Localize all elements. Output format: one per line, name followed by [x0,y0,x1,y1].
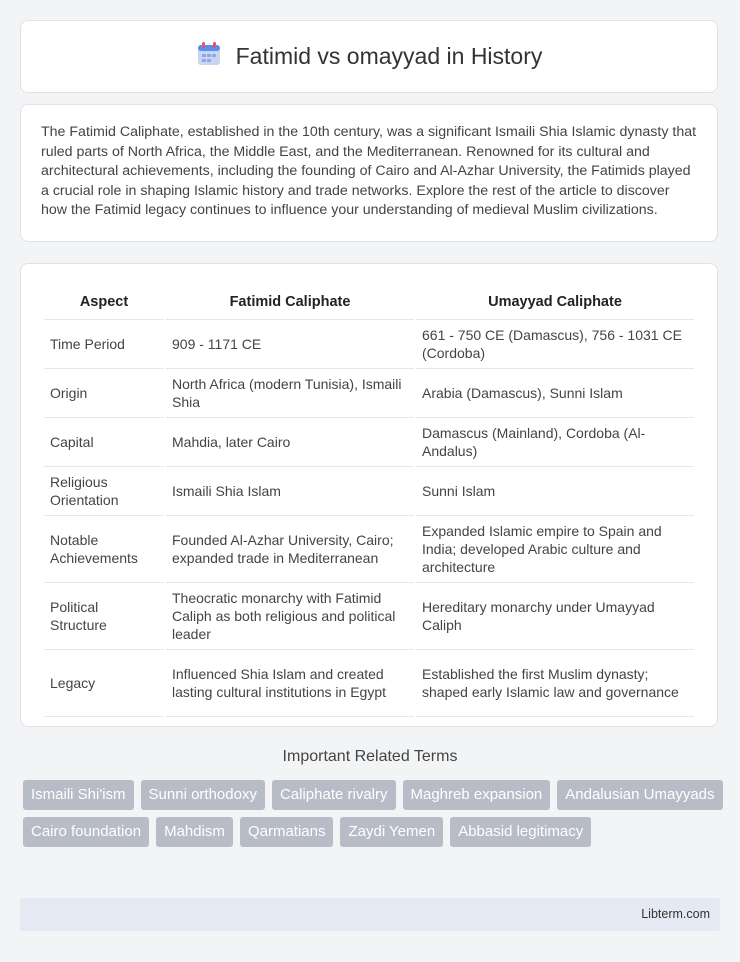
tag-andalusian-umayyads[interactable]: Andalusian Umayyads [557,780,722,810]
footer [20,898,720,931]
table-cell: Religious Orientation [44,467,164,516]
table-cell: Theocratic monarchy with Fatimid Caliph as both religious and political leader [166,583,414,650]
table-cell: Origin [44,369,164,418]
table-cell: Arabia (Damascus), Sunni Islam [416,369,694,418]
table-cell: Expanded Islamic empire to Spain and India; developed Arabic culture and architecture [416,516,694,583]
tag-qarmatians[interactable]: Qarmatians [240,817,334,847]
tag-cairo-foundation[interactable]: Cairo foundation [23,817,149,847]
table-cell: Damascus (Mainland), Cordoba (Al-Andalus) [416,418,694,467]
table-cell: Influenced Shia Islam and created lasting cultural institutions in Egypt [166,650,414,717]
table-row [44,369,694,418]
intro-paragraph: The Fatimid Caliphate, established in the 10th century, was a significant Ismaili Shia Islamic dynasty that ruled parts of North Africa, the Middle East, and the Mediterranean. Renowned for its cultural and architectural achievements, including the founding of Cairo and Al-Azhar University, the Fatimids played a crucial role in shaping Islamic history and trade networks. Explore the rest of the article to discover how the Fatimid legacy continues to influence your understanding of medieval Muslim civilizations. [20,104,718,242]
table-cell: Sunni Islam [416,467,694,516]
table-cell: Political Structure [44,583,164,650]
tag-maghreb-expansion[interactable]: Maghreb expansion [403,780,551,810]
table-cell: Time Period [44,320,164,369]
table-row [44,320,694,369]
table-cell: Notable Achievements [44,516,164,583]
table-cell: 661 - 750 CE (Damascus), 756 - 1031 CE (Cordoba) [416,320,694,369]
comparison-table [42,278,696,717]
table-cell: 909 - 1171 CE [166,320,414,369]
table-cell: Legacy [44,650,164,717]
table-header-row [44,278,694,320]
column-header: Umayyad Caliphate [416,278,694,320]
tag-sunni-orthodoxy[interactable]: Sunni orthodoxy [141,780,265,810]
tag-mahdism[interactable]: Mahdism [156,817,233,847]
table-cell: Mahdia, later Cairo [166,418,414,467]
table-cell: Capital [44,418,164,467]
tag-caliphate-rivalry[interactable]: Caliphate rivalry [272,780,396,810]
tag-abbasid-legitimacy[interactable]: Abbasid legitimacy [450,817,591,847]
related-tags [23,780,723,847]
table-cell: Established the first Muslim dynasty; shaped early Islamic law and governance [416,650,694,717]
comparison-table-card [20,263,718,727]
page-title: Fatimid vs omayyad in History [235,43,543,69]
footer-site-link[interactable]: Libterm.com [641,907,710,921]
table-row [44,583,694,650]
table-row [44,516,694,583]
header-card [20,20,718,93]
table-cell: North Africa (modern Tunisia), Ismaili Shia [166,369,414,418]
table-row [44,467,694,516]
table-cell: Founded Al-Azhar University, Cairo; expanded trade in Mediterranean [166,516,414,583]
calendar-icon [196,41,222,72]
tag-ismaili-shiism[interactable]: Ismaili Shi'ism [23,780,134,810]
table-cell: Hereditary monarchy under Umayyad Caliph [416,583,694,650]
tag-zaydi-yemen[interactable]: Zaydi Yemen [340,817,443,847]
column-header: Aspect [44,278,164,320]
column-header: Fatimid Caliphate [166,278,414,320]
table-row [44,418,694,467]
table-row [44,650,694,717]
table-cell: Ismaili Shia Islam [166,467,414,516]
related-terms-title: Important Related Terms [282,748,458,765]
